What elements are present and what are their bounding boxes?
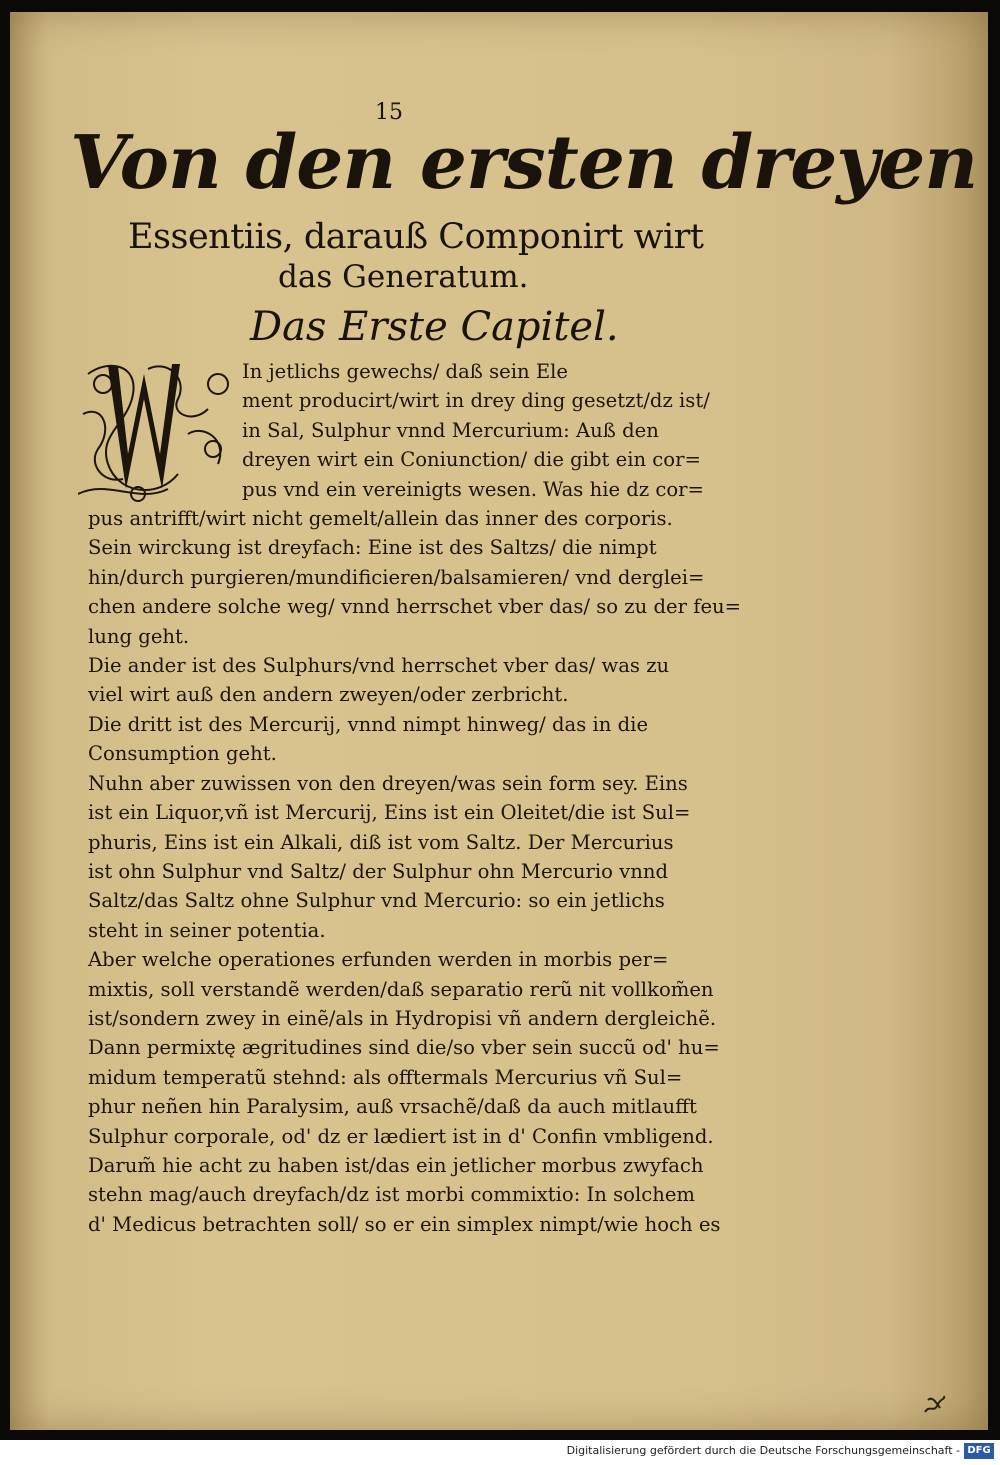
- text-line: ment producirt/wirt in drey ding gesetzt/dz ist/: [242, 389, 710, 413]
- text-line: Sein wirckung ist dreyfach: Eine ist des Saltzs/ die nimpt: [88, 536, 657, 560]
- chapter-title: Das Erste Capitel.: [250, 304, 619, 350]
- text-line: In jetlichs gewechs/ daß sein Ele: [242, 360, 568, 383]
- footer-credit: Digitalisierung gefördert durch die Deutsche Forschungsgemeinschaft -: [566, 1444, 960, 1457]
- heading-line-2: Essentiis, darauß Componirt wirt: [128, 217, 704, 257]
- text-line: ist ein Liquor,vñ ist Mercurij, Eins ist ein Oleitet/die ist Sul=: [88, 801, 691, 825]
- text-line: phuris, Eins ist ein Alkali, diß ist vom Saltz. Der Mercurius: [88, 830, 674, 854]
- text-line: mixtis, soll verstandẽ werden/daß separatio rerũ nit vollkom̃en: [88, 977, 714, 1001]
- body-text: [88, 357, 742, 1239]
- text-line: Sulphur corporale, od' dz er lædiert ist in d' Confin vmbligend.: [88, 1124, 714, 1148]
- footer-bar: [0, 1440, 1000, 1465]
- text-line: Die dritt ist des Mercurij, vnnd nimpt hinweg/ das in die: [88, 712, 649, 736]
- text-line: chen andere solche weg/ vnnd herrschet vber das/ so zu der feu=: [88, 595, 742, 619]
- text-line: dreyen wirt ein Coniunction/ die gibt ein cor=: [242, 448, 701, 472]
- dfg-logo[interactable]: DFG: [964, 1443, 994, 1459]
- text-line: Aber welche operationes erfunden werden in morbis per=: [88, 948, 669, 972]
- text-line: lung geht.: [88, 624, 190, 648]
- text-line: Saltz/das Saltz ohne Sulphur vnd Mercurio: so ein jetlichs: [88, 889, 665, 913]
- text-line: Dann permixtę ægritudines sind die/so vber sein succũ od' hu=: [88, 1036, 720, 1060]
- text-line: pus antrifft/wirt nicht gemelt/allein das inner des corporis.: [88, 507, 673, 531]
- text-line: Consumption geht.: [88, 742, 277, 766]
- text-line: Darum̃ hie acht zu haben ist/das ein jetlicher morbus zwyfach: [88, 1153, 704, 1177]
- text-line: stehn mag/auch dreyfach/dz ist morbi commixtio: In solchem: [88, 1183, 696, 1207]
- text-line: pus vnd ein vereinigts wesen. Was hie dz cor=: [242, 477, 704, 501]
- text-line: steht in seiner potentia.: [88, 918, 326, 942]
- heading-line-3: das Generatum.: [278, 259, 529, 295]
- text-line: hin/durch purgieren/mundificieren/balsamieren/ vnd derglei=: [88, 565, 705, 589]
- text-line: phur neñen hin Paralysim, auß vrsachẽ/daß da auch mitlaufft: [88, 1095, 697, 1119]
- text-line: viel wirt auß den andern zweyen/oder zerbricht.: [88, 683, 569, 707]
- text-line: ist ohn Sulphur vnd Saltz/ der Sulphur ohn Mercurio vnnd: [88, 859, 669, 883]
- text-line: d' Medicus betrachten soll/ so er ein simplex nimpt/wie hoch es: [88, 1212, 721, 1236]
- text-line: in Sal, Sulphur vnnd Mercurium: Auß den: [242, 418, 659, 442]
- first-paragraph: [88, 357, 724, 504]
- text-line: Die ander ist des Sulphurs/vnd herrschet vber das/ was zu: [88, 654, 670, 678]
- heading-line-1: Von den ersten dreyen: [70, 120, 978, 206]
- page-number: 15: [375, 100, 403, 125]
- text-line: ist/sondern zwey in einẽ/als in Hydropisi vñ andern dergleichẽ.: [88, 1006, 717, 1030]
- library-stamp-icon: [922, 1392, 948, 1418]
- text-line: midum temperatũ stehnd: als offtermals Mercurius vñ Sul=: [88, 1065, 683, 1089]
- book-page: [10, 12, 988, 1430]
- text-line: Nuhn aber zuwissen von den dreyen/was sein form sey. Eins: [88, 771, 688, 795]
